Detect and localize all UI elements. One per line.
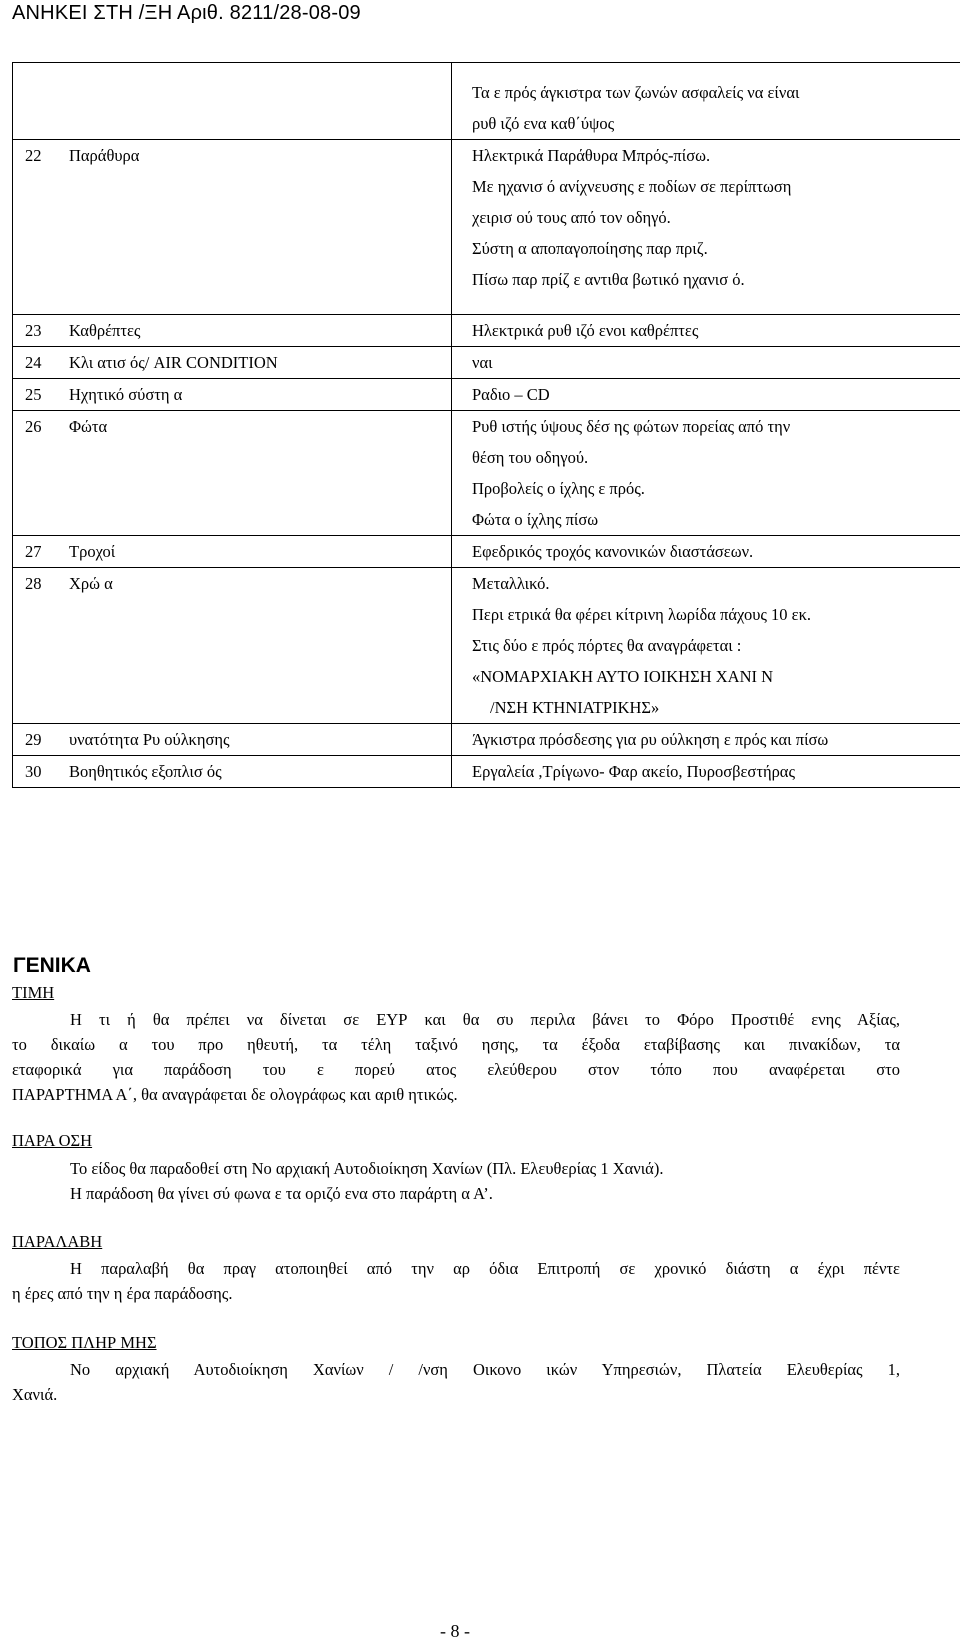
delivery-line-1: Το είδος θα παραδοθεί στη Νο αρχιακή Αυτοδιοίκηση Χανίων (Πλ. Ελευθερίας 1 Χανιά). [70,1159,664,1178]
spec-item-cell [13,379,452,411]
table-row [13,536,960,568]
item-number: 30 [25,762,42,781]
receipt-line-1: Η παραλαβή θα πραγ ατοποιηθεί από την αρ όδια Επιτροπή σε χρονικό διάστη α έχρι πέντε [70,1259,900,1278]
price-heading: ΤΙΜΗ [12,983,55,1002]
payment-heading: ΤΟΠΟΣ ΠΛΗΡ ΜΗΣ [12,1333,157,1352]
spec-item-cell [13,568,452,724]
spec-value-line: Εργαλεία ,Τρίγωνο- Φαρ ακείο, Πυροσβεστήρας [472,762,795,781]
spec-value-line: ναι [472,353,493,372]
delivery-heading: ΠΑΡΑ ΟΣΗ [12,1131,93,1150]
document-header: ΑΝΗΚΕΙ ΣΤΗ /ΞΗ Αριθ. 8211/28-08-09 [12,2,361,24]
spec-value-cell [452,347,960,379]
table-row [13,140,960,315]
table-row [13,315,960,347]
item-number: 26 [25,417,42,436]
table-row [13,63,960,140]
spec-item-cell [13,63,452,140]
spec-value-line: Φώτα ο ίχλης πίσω [472,510,599,529]
spec-value-line: Εφεδρικός τροχός κανονικών διαστάσεων. [472,542,754,561]
item-label: Καθρέπτες [69,321,141,340]
spec-value-line: Με ηχανισ ό ανίχνευσης ε ποδίων σε περίπτωση [472,177,792,196]
spec-value-line: Ηλεκτρικά ρυθ ιζό ενοι καθρέπτες [472,321,699,340]
spec-value-line: «ΝΟΜΑΡΧΙΑΚΗ ΑΥΤΟ ΙΟΙΚΗΣΗ ΧΑΝΙ Ν [472,667,774,686]
item-label: Βοηθητικός εξοπλισ ός [69,762,222,781]
spec-value-cell [452,379,960,411]
spec-item-cell [13,140,452,315]
spec-value-line: Στις δύο ε πρός πόρτες θα αναγράφεται : [472,636,742,655]
price-line-3: εταφορικά για παράδοση του ε πορεύ ατος ελεύθερου στον τόπο που αναφέρεται στο [12,1060,900,1079]
spec-value-line: Ηλεκτρικά Παράθυρα Μπρός-πίσω. [472,146,711,165]
price-paragraph [12,1007,900,1107]
spec-value-line: Προβολείς ο ίχλης ε πρός. [472,479,645,498]
specifications-table [12,62,960,788]
item-label: υνατότητα Ρυ ούλκησης [69,730,230,749]
spec-value-cell [452,411,960,536]
spec-value-line: χειρισ ού τους από τον οδηγό. [472,208,671,227]
price-line-1: Η τι ή θα πρέπει να δίνεται σε ΕΥΡ και θα συ περιλα βάνει το Φόρο Προστιθέ ενης Αξίας, [70,1010,900,1029]
item-number: 28 [25,574,42,593]
receipt-heading: ΠΑΡΑΛΑΒΗ [12,1232,103,1251]
section-title-general: ΓΕΝΙΚΑ [13,954,91,977]
item-label: Τροχοί [69,542,116,561]
table-row [13,724,960,756]
spec-item-cell [13,756,452,788]
price-line-4: ΠΑΡΑΡΤΗΜΑ Α΄, θα αναγράφεται δε ολογράφως και αριθ ητικώς. [12,1085,458,1104]
spec-item-cell [13,411,452,536]
spec-value-line: /ΝΣΗ ΚΤΗΝΙΑΤΡΙΚΗΣ» [490,698,660,717]
receipt-paragraph [12,1256,900,1306]
spec-item-cell [13,724,452,756]
spec-value-cell [452,315,960,347]
spec-item-cell [13,347,452,379]
item-number: 27 [25,542,42,561]
item-number: 23 [25,321,42,340]
spec-value-line: Ραδιο – CD [472,385,550,404]
item-label: Κλι ατισ ός/ AIR CONDITION [69,353,278,372]
table-row [13,347,960,379]
table-row [13,756,960,788]
spec-value-line: Τα ε πρός άγκιστρα των ζωνών ασφαλείς να είναι [472,83,800,102]
item-number: 29 [25,730,42,749]
item-number: 22 [25,146,42,165]
delivery-line-2: Η παράδοση θα γίνει σύ φωνα ε τα οριζό ενα στο παράρτη α Α’. [70,1184,493,1203]
spec-value-cell [452,756,960,788]
spec-value-line: Πίσω παρ πρίζ ε αντιθα βωτικό ηχανισ ό. [472,270,745,289]
table-row [13,411,960,536]
price-line-2: το δικαίω α του προ ηθευτή, τα τέλη ταξινό ησης, τα έξοδα εταβίβασης και πινακίδων, τα [12,1035,900,1054]
payment-line-2: Χανιά. [12,1385,58,1404]
spec-value-line: Σύστη α αποπαγοποίησης παρ πριζ. [472,239,708,258]
spec-value-line: Μεταλλικό. [472,574,550,593]
spec-value-cell [452,536,960,568]
spec-value-cell [452,140,960,315]
spec-item-cell [13,315,452,347]
payment-line-1: Νο αρχιακή Αυτοδιοίκηση Χανίων / /νση Οικονο ικών Υπηρεσιών, Πλατεία Ελευθερίας 1, [70,1360,900,1379]
table-row [13,379,960,411]
spec-value-line: θέση του οδηγού. [472,448,589,467]
item-label: Φώτα [69,417,108,436]
payment-paragraph [12,1357,900,1407]
spec-value-line: ρυθ ιζό ενα καθ΄ύψος [472,114,615,133]
item-label: Παράθυρα [69,146,140,165]
item-number: 24 [25,353,42,372]
spec-value-line: Άγκιστρα πρόσδεσης για ρυ ούλκηση ε πρός και πίσω [472,730,829,749]
item-label: Ηχητικό σύστη α [69,385,183,404]
table-row [13,568,960,724]
spec-value-cell [452,63,960,140]
spec-value-line: Περι ετρικά θα φέρει κίτρινη λωρίδα πάχους 10 εκ. [472,605,812,624]
spec-value-cell [452,568,960,724]
spec-item-cell [13,536,452,568]
item-number: 25 [25,385,42,404]
item-label: Χρώ α [69,574,113,593]
receipt-line-2: η έρες από την η έρα παράδοσης. [12,1284,233,1303]
page-number: - 8 - [440,1621,470,1641]
spec-value-cell [452,724,960,756]
delivery-paragraph [70,1156,958,1206]
spec-value-line: Ρυθ ιστής ύψους δέσ ης φώτων πορείας από την [472,417,791,436]
